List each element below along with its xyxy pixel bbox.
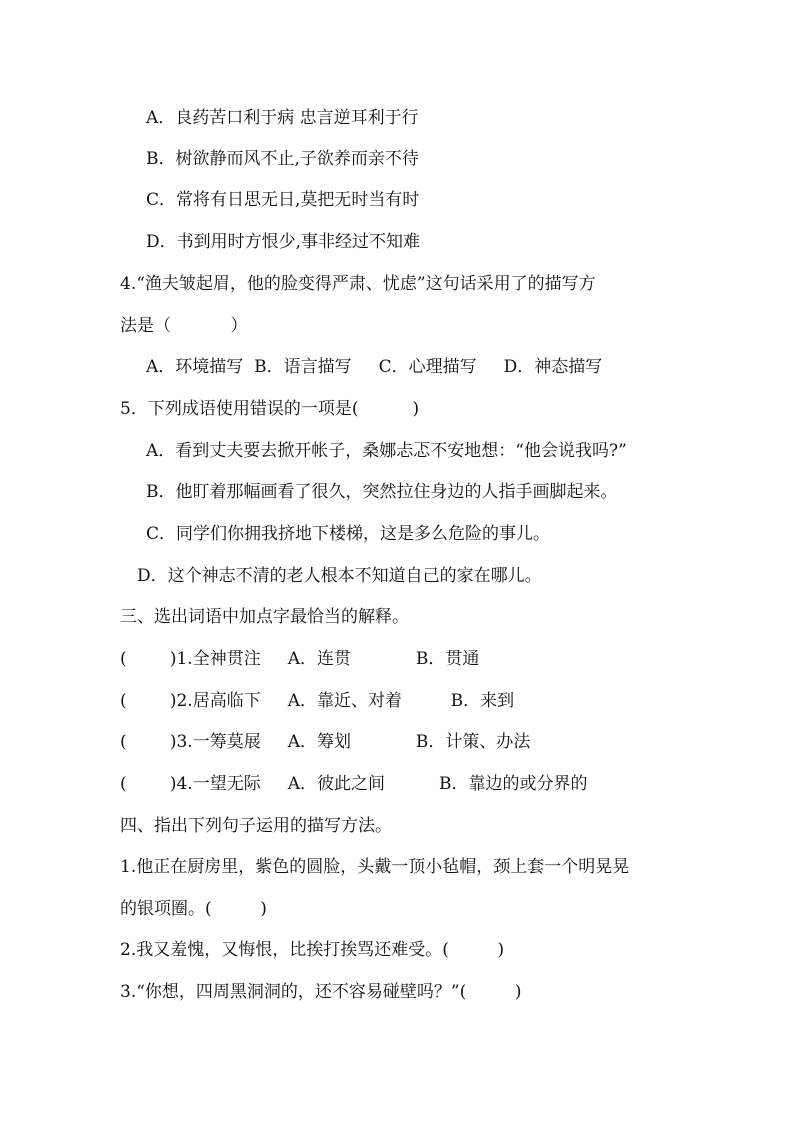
section-3-item-4: ( )4.一望无际 A．彼此之间 B．靠边的或分界的	[120, 774, 588, 794]
option-3d: D．书到用时方恨少,事非经过不知难	[146, 232, 421, 252]
section-3-item-1: ( )1.全神贯注 A．连贯 B．贯通	[120, 649, 480, 669]
option-5c: C．同学们你拥我挤地下楼梯，这是多么危险的事儿。	[146, 524, 551, 544]
section-3-item-3: ( )3.一筹莫展 A．筹划 B．计策、办法	[120, 732, 531, 752]
section-4-heading: 四、指出下列句子运用的描写方法。	[120, 816, 392, 836]
section-4-item-1-cont: 的银项圈。( )	[120, 899, 267, 919]
option-3b: B．树欲静而风不止,子欲养而亲不待	[146, 149, 419, 169]
option-5b: B．他盯着那幅画看了很久，突然拉住身边的人指手画脚起来。	[146, 482, 618, 502]
section-3-item-2: ( )2.居高临下 A．靠近、对着 B．来到	[120, 691, 515, 711]
section-3-heading: 三、选出词语中加点字最恰当的解释。	[120, 607, 409, 627]
option-3c: C．常将有日思无日,莫把无时当有时	[146, 190, 420, 210]
section-4-item-3: 3.“你想，四周黑洞洞的，还不容易碰壁吗？”( )	[120, 982, 522, 1002]
section-4-item-2: 2.我又羞愧，又悔恨，比挨打挨骂还难受。( )	[120, 940, 505, 960]
option-5d: D．这个神志不清的老人根本不知道自己的家在哪儿。	[137, 566, 542, 586]
question-4-options: A．环境描写 B．语言描写 C．心理描写 D．神态描写	[146, 357, 603, 377]
section-4-item-1: 1.他正在厨房里，紫色的圆脸，头戴一顶小毡帽，颈上套一个明晃晃	[120, 857, 630, 877]
question-4-cont: 法是（ ）	[120, 316, 248, 336]
option-5a: A．看到丈夫要去掀开帐子，桑娜忐忑不安地想：“他会说我吗?”	[146, 441, 627, 461]
option-3a: A．良药苦口利于病 忠言逆耳利于行	[146, 108, 419, 128]
question-5: 5．下列成语使用错误的一项是( )	[120, 399, 420, 419]
question-4: 4.“渔夫皱起眉，他的脸变得严肃、忧虑”这句话采用了的描写方	[120, 274, 596, 294]
